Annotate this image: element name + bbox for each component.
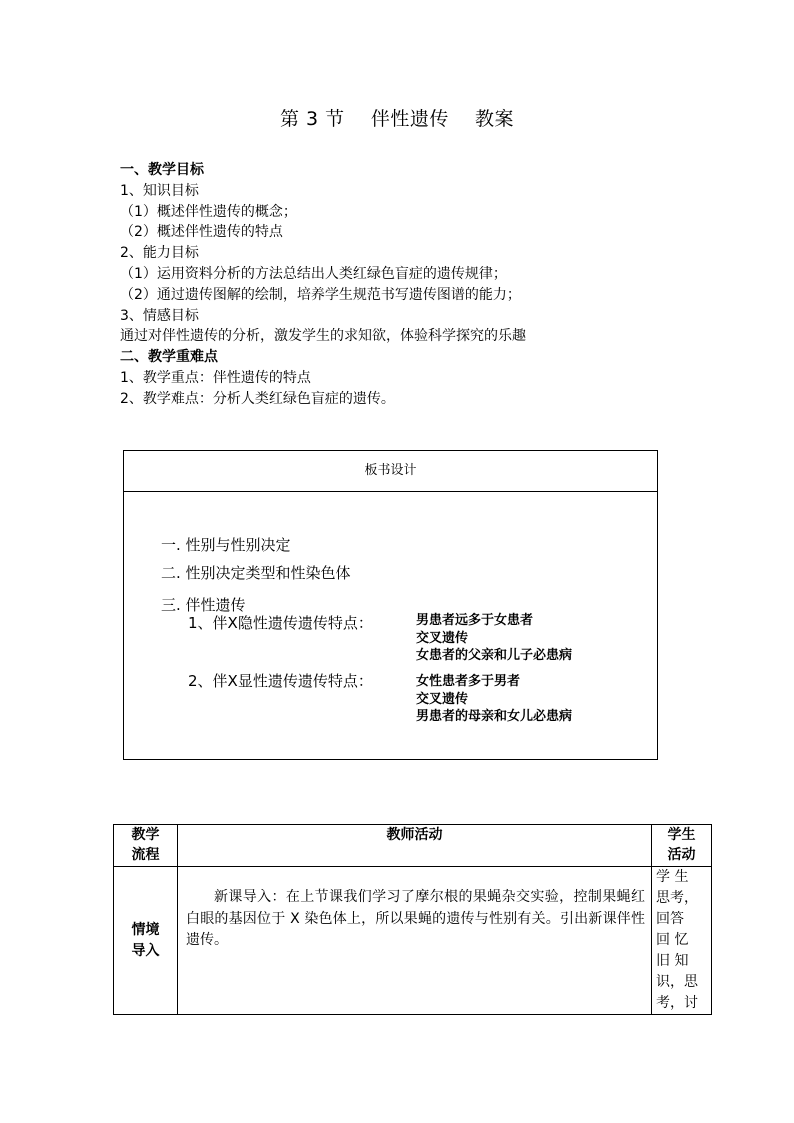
- dominant-point: 交叉遗传: [416, 691, 469, 707]
- keypoint-focus: 1、教学重点：伴性遗传的特点: [120, 369, 311, 386]
- keypoint-difficulty: 2、教学难点：分析人类红绿色盲症的遗传。: [120, 390, 395, 407]
- board-item-1: 一. 性别与性别决定: [161, 536, 291, 554]
- header-stage-line: 流程: [131, 847, 160, 863]
- header-student-line: 学生: [667, 827, 696, 843]
- student-activity-line: 回 忆: [656, 932, 689, 948]
- row-stage: [114, 867, 178, 1015]
- title-topic: 伴性遗传: [370, 108, 449, 130]
- board-design-box: [123, 450, 658, 760]
- student-activity-line: 识，思: [656, 974, 698, 990]
- row-student-activity: [652, 867, 712, 1015]
- title-kind: 教案: [475, 108, 515, 130]
- header-student-line: 活动: [667, 847, 696, 863]
- knowledge-item: （1）概述伴性遗传的概念；: [120, 203, 297, 220]
- dominant-points: [416, 673, 572, 726]
- board-item-2: 二. 性别决定类型和性染色体: [161, 564, 351, 582]
- objectives-heading: 一、教学目标: [120, 162, 204, 178]
- recessive-points: [416, 612, 572, 665]
- knowledge-item: （2）概述伴性遗传的特点: [120, 224, 283, 241]
- knowledge-label: 1、知识目标: [120, 182, 199, 199]
- recessive-point: 交叉遗传: [416, 630, 469, 646]
- header-stage-line: 教学: [131, 827, 160, 843]
- ability-item: （2）通过遗传图解的绘制，培养学生规范书写遗传图谱的能力；: [120, 286, 521, 303]
- dominant-point: 男患者的母亲和女儿必患病: [416, 709, 573, 724]
- table-row: [114, 867, 712, 1015]
- student-activity-line: 思考，: [656, 890, 698, 906]
- header-stage: [114, 825, 178, 867]
- row-teacher-activity: 新课导入：在上节课我们学习了摩尔根的果蝇杂交实验，控制果蝇红白眼的基因位于 X 染色体上，所以果蝇的遗传与性别有关。引出新课伴性遗传。: [178, 867, 652, 1015]
- dominant-label: 2、伴X显性遗传遗传特点：: [188, 672, 373, 690]
- dominant-point: 女性患者多于男者: [416, 674, 521, 689]
- board-item-3: 三. 伴性遗传: [161, 596, 246, 614]
- recessive-label: 1、伴X隐性遗传遗传特点：: [188, 614, 373, 632]
- page-title: [0, 104, 794, 131]
- ability-item: （1）运用资料分析的方法总结出人类红绿色盲症的遗传规律；: [120, 265, 507, 282]
- header-student: [652, 825, 712, 867]
- recessive-point: 男患者远多于女患者: [416, 613, 534, 628]
- student-activity-line: 学 生: [656, 869, 689, 885]
- keypoints-heading: 二、教学重难点: [120, 349, 218, 366]
- emotion-label: 3、情感目标: [120, 307, 199, 324]
- emotion-text: 通过对伴性遗传的分析，激发学生的求知欲，体验科学探究的乐趣: [120, 328, 526, 345]
- student-activity-line: 考，讨: [656, 995, 698, 1011]
- ability-label: 2、能力目标: [120, 245, 199, 262]
- teaching-flow-table: [113, 824, 712, 1015]
- recessive-point: 女患者的父亲和儿子必患病: [416, 648, 573, 663]
- student-activity-line: 回答: [656, 911, 684, 927]
- table-header-row: [114, 825, 712, 867]
- title-prefix: 第 3 节: [279, 108, 345, 130]
- row-stage-line: 导入: [131, 942, 160, 959]
- header-teacher: 教师活动: [178, 825, 652, 867]
- objectives-section: [120, 160, 720, 410]
- student-activity-line: 旧 知: [656, 953, 689, 969]
- row-stage-line: 情境: [131, 921, 160, 938]
- board-title: 板书设计: [124, 451, 657, 492]
